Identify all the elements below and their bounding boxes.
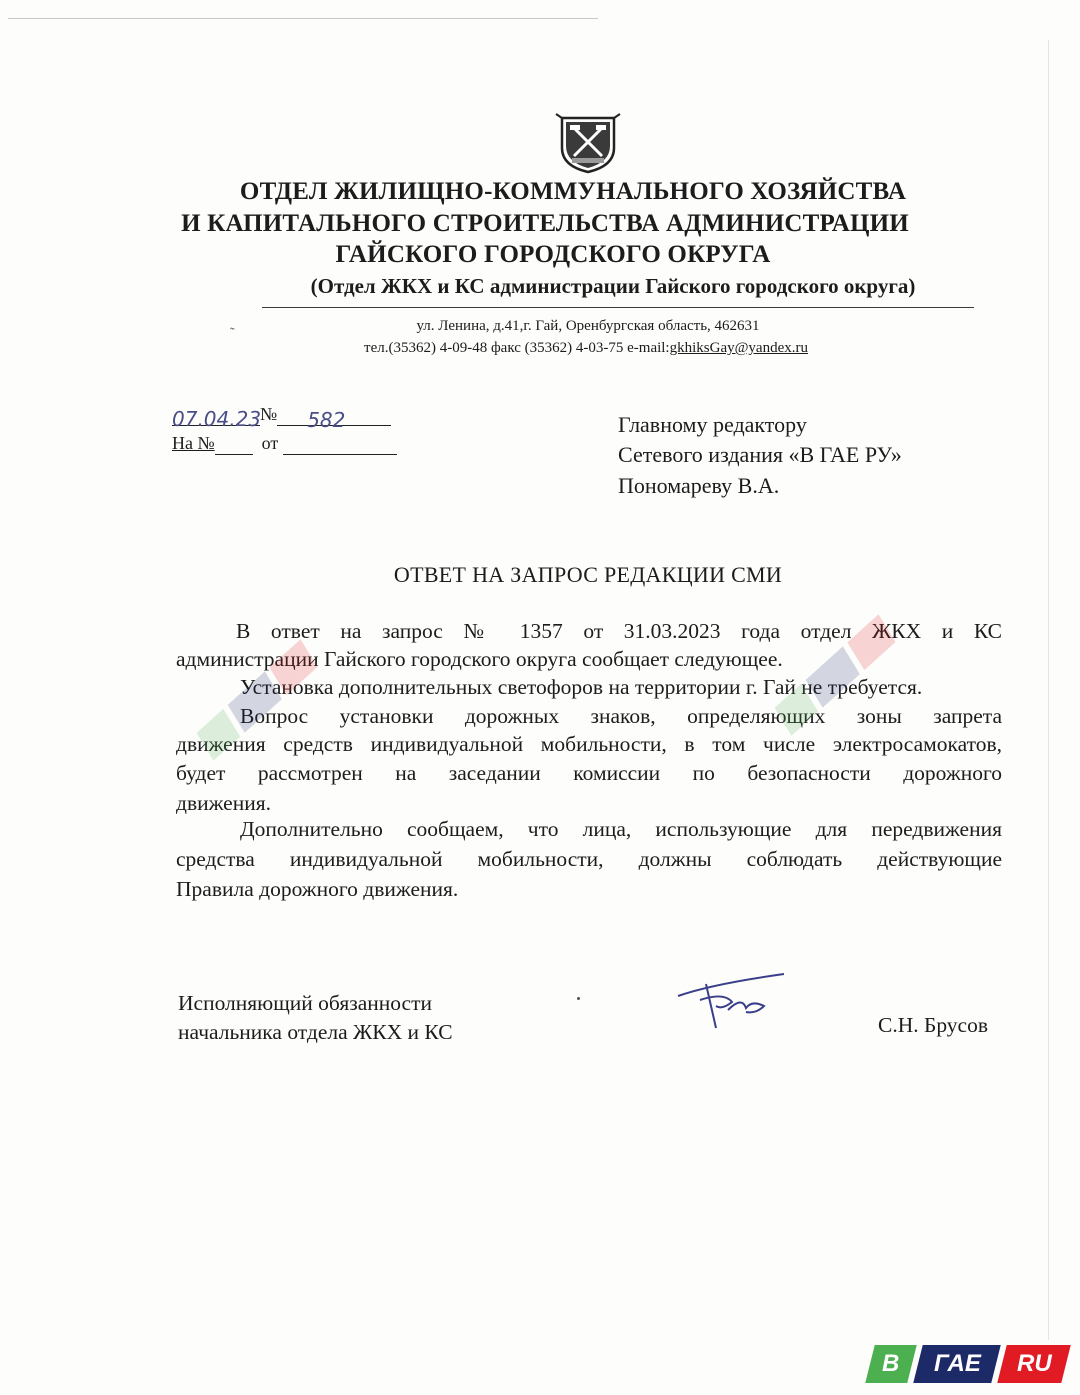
date-field	[172, 407, 262, 431]
addressee-line-2: Сетевого издания «В ГАЕ РУ»	[618, 442, 902, 467]
contact-email-link[interactable]: gkhiksGay@yandex.ru	[669, 340, 808, 356]
incoming-reference	[172, 431, 397, 455]
body-line: Установка дополнительных светофоров на территории г. Гай не требуется.	[240, 675, 923, 699]
body-line: движения средств индивидуальной мобильности, в том числе электросамокатов,	[176, 732, 1002, 756]
ref-number-label: На №	[172, 433, 215, 453]
ref-number-blank	[215, 436, 253, 455]
org-name-line-3: ГАЙСКОГО ГОРОДСКОГО ОКРУГА	[335, 241, 771, 268]
number-field	[277, 408, 391, 432]
org-name-line-2: И КАПИТАЛЬНОГО СТРОИТЕЛЬСТВА АДМИНИСТРАЦИИ	[181, 210, 909, 237]
signer-name: С.Н. Брусов	[878, 1013, 988, 1037]
scan-dot	[577, 997, 580, 1000]
org-name-line-1: ОТДЕЛ ЖИЛИЩНО-КОММУНАЛЬНОГО ХОЗЯЙСТВА	[239, 178, 907, 205]
contacts-phones: тел.(35362) 4-09-48 факс (35362) 4-03-75 e-mail:	[364, 340, 670, 356]
outgoing-registration	[172, 402, 391, 432]
handwritten-date: 07.04.23	[172, 407, 262, 431]
handwritten-signature-icon	[672, 966, 792, 1036]
addressee-line-3: Пономареву В.А.	[618, 473, 780, 498]
body-line: движения.	[176, 791, 271, 815]
site-logo-part-v: В	[865, 1345, 916, 1383]
document-title: ОТВЕТ НА ЗАПРОС РЕДАКЦИИ СМИ	[393, 562, 783, 587]
letterhead-divider	[262, 307, 974, 308]
body-line: будет рассмотрен на заседании комиссии по безопасности дорожного	[176, 761, 1002, 785]
body-line: средства индивидуальной мобильности, должны соблюдать действующие	[176, 847, 1002, 871]
body-line: Дополнительно сообщаем, что лица, использующие для передвижения	[240, 817, 1002, 841]
coat-of-arms-icon	[552, 112, 624, 174]
org-short-name: (Отдел ЖКХ и КС администрации Гайского городского округа)	[310, 274, 916, 298]
site-logo-part-ru: RU	[997, 1345, 1070, 1383]
body-line: администрации Гайского городского округа сообщает следующее.	[176, 647, 783, 671]
scan-mark: ˜	[230, 326, 235, 341]
handwritten-number: 582	[307, 408, 346, 432]
org-contacts	[0, 338, 1080, 358]
addressee-line-1: Главному редактору	[618, 412, 807, 437]
ref-date-blank	[283, 436, 397, 455]
site-logo-part-gae: ГАЕ	[913, 1345, 1000, 1383]
ref-from-label: от	[261, 433, 279, 453]
body-line: Вопрос установки дорожных знаков, определяющих зоны запрета	[240, 704, 1002, 728]
scan-edge-top	[8, 18, 598, 19]
signer-position-line-2: начальника отдела ЖКХ и КС	[178, 1020, 453, 1044]
number-sign: №	[260, 404, 278, 424]
signer-position-line-1: Исполняющий обязанности	[178, 991, 432, 1015]
body-line: Правила дорожного движения.	[176, 877, 459, 901]
org-address: ул. Ленина, д.41,г. Гай, Оренбургская область, 462631	[416, 318, 760, 334]
body-line: В ответ на запрос № 1357 от 31.03.2023 года отдел ЖКХ и КС	[236, 619, 1002, 643]
